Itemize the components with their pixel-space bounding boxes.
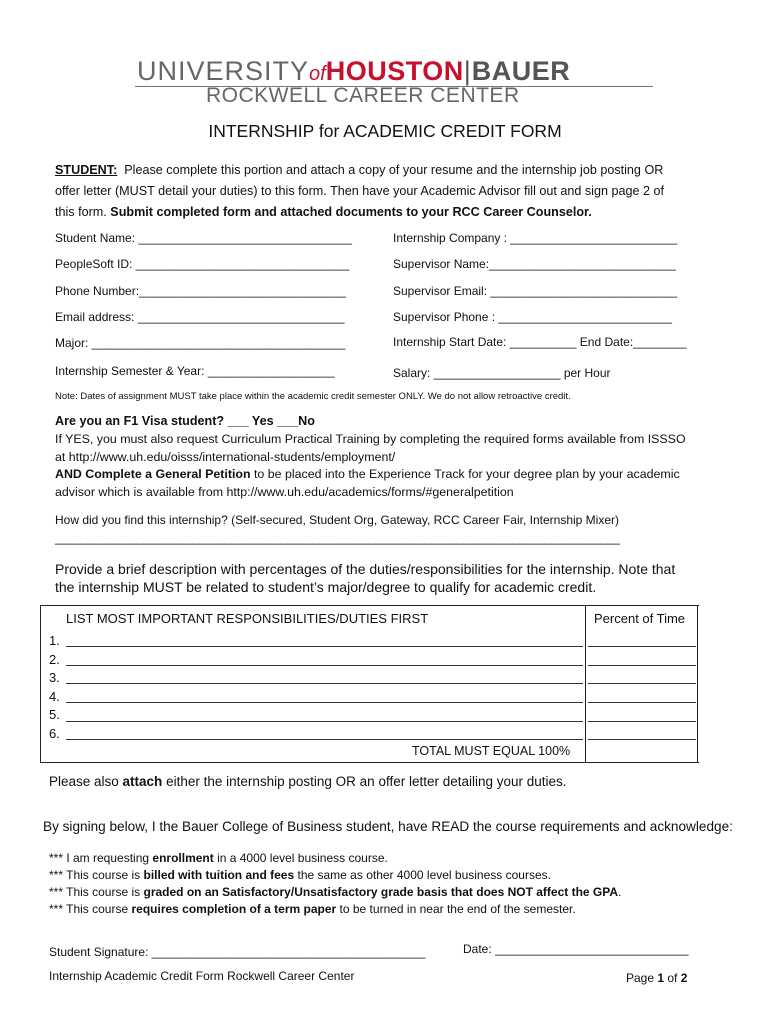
phone-number-field[interactable]: Phone Number:_______________________________: [55, 284, 346, 298]
intro-text-3: this form.: [55, 205, 111, 219]
internship-company-field[interactable]: Internship Company : _________________________: [393, 231, 678, 245]
attach-pre: Please also: [49, 774, 123, 789]
attach-post: either the internship posting OR an offer letter detailing your duties.: [162, 774, 567, 789]
find-internship-answer-line[interactable]: __________________________________________________________________________________________: [55, 531, 620, 545]
logo-career-center: ROCKWELL CAREER CENTER: [206, 84, 520, 107]
requirement-text: *** This course is: [49, 868, 144, 882]
attach-instruction: [49, 774, 567, 789]
requirement-text: .: [618, 885, 622, 899]
acknowledgement-statement: By signing below, I the Bauer College of Business student, have READ the course requirements and acknowledge:: [43, 819, 733, 834]
logo-houston: HOUSTON: [325, 56, 464, 86]
signature-date-field[interactable]: Date: _____________________________: [463, 942, 689, 956]
f1-line-3-text: to be placed into the Experience Track for your degree plan by your academic: [250, 467, 680, 481]
email-address-field[interactable]: Email address: _______________________________: [55, 310, 345, 324]
duty-input-line[interactable]: [66, 683, 583, 684]
requirement-text: *** I am requesting: [49, 851, 153, 865]
requirement-text: in a 4000 level business course.: [213, 851, 388, 865]
logo-bauer: BAUER: [471, 56, 571, 86]
logo-university: UNIVERSITY: [137, 56, 310, 86]
student-name-field[interactable]: Student Name: ________________________________: [55, 231, 352, 245]
logo-separator: |: [463, 56, 472, 86]
page-label: Page: [626, 971, 658, 985]
requirement-text: *** This course: [49, 902, 132, 916]
duty-input-line[interactable]: [66, 721, 583, 722]
intro-line-1: [55, 160, 663, 181]
duty-input-line[interactable]: [66, 665, 583, 666]
total-label: TOTAL MUST EQUAL 100%: [412, 744, 571, 758]
student-label: STUDENT:: [55, 163, 118, 177]
percent-input-line[interactable]: [588, 683, 696, 684]
intro-submit-instruction: Submit completed form and attached documents to your RCC Career Counselor.: [110, 205, 592, 219]
supervisor-phone-field[interactable]: Supervisor Phone : __________________________: [393, 310, 672, 324]
duty-row-number: 4.: [49, 688, 60, 704]
requirement-emphasis: billed with tuition and fees: [143, 868, 295, 882]
intro-line-3: [55, 202, 592, 223]
describe-line-1: Provide a brief description with percentages of the duties/responsibilities for the internship. Note that: [55, 561, 676, 577]
f1-line-3: [55, 467, 680, 481]
requirement-text: to be turned in near the end of the semester.: [336, 902, 576, 916]
internship-semester-field[interactable]: Internship Semester & Year: ___________________: [55, 364, 335, 378]
percent-input-line[interactable]: [588, 646, 696, 647]
duty-row-number: 5.: [49, 707, 60, 723]
duty-input-line[interactable]: [66, 702, 583, 703]
page-indicator: [626, 971, 687, 985]
major-field[interactable]: Major: ______________________________________: [55, 336, 346, 350]
duty-row-number: 3.: [49, 670, 60, 686]
f1-line-1: If YES, you must also request Curriculum Practical Training by completing the required forms available from ISSSO: [55, 432, 686, 446]
footer-form-name: Internship Academic Credit Form Rockwell Career Center: [49, 969, 355, 983]
university-logo: [137, 56, 570, 87]
requirement-item: [49, 850, 388, 868]
f1-line-4: advisor which is available from http://www.uh.edu/academics/forms/#generalpetition: [55, 485, 514, 499]
requirement-item: [49, 884, 621, 902]
internship-dates-field[interactable]: Internship Start Date: __________ End Date:________: [393, 335, 687, 349]
requirement-text: the same as other 4000 level business courses.: [294, 868, 551, 882]
dates-note: Note: Dates of assignment MUST take place within the academic credit semester ONLY. We do not allow retroactive credit.: [55, 391, 571, 402]
supervisor-email-field[interactable]: Supervisor Email: ____________________________: [393, 284, 678, 298]
page-number: 1: [657, 971, 665, 985]
supervisor-name-field[interactable]: Supervisor Name:____________________________: [393, 257, 676, 271]
percent-input-line[interactable]: [588, 721, 696, 722]
requirement-emphasis: requires completion of a term paper: [131, 902, 337, 916]
logo-of: of: [309, 63, 326, 85]
attach-bold: attach: [122, 774, 163, 789]
page-total: 2: [680, 971, 688, 985]
duty-row-number: 6.: [49, 725, 60, 741]
table-right-border: [697, 605, 698, 763]
percent-input-line[interactable]: [588, 665, 696, 666]
describe-line-2: the internship MUST be related to student’s major/degree to qualify for academic credit.: [55, 579, 597, 595]
requirement-emphasis: enrollment: [152, 851, 214, 865]
duty-row-number: 2.: [49, 651, 60, 667]
salary-field[interactable]: Salary: ___________________ per Hour: [393, 366, 611, 380]
find-internship-question: How did you find this internship? (Self-secured, Student Org, Gateway, RCC Career Fair, Internship Mixer): [55, 513, 620, 527]
duty-row-number: 1.: [49, 633, 60, 648]
f1-line-2: at http://www.uh.edu/oisss/international-students/employment/: [55, 450, 396, 464]
percent-input-line[interactable]: [588, 739, 696, 740]
intro-line-2: offer letter (MUST detail your duties) to this form. Then have your Academic Advisor fill out and sign page 2 of: [55, 184, 665, 198]
duty-input-line[interactable]: [66, 646, 583, 647]
intro-text-1: Please complete this portion and attach a copy of your resume and the internship job posting OR: [124, 163, 664, 177]
percent-input-line[interactable]: [588, 702, 696, 703]
duties-header: LIST MOST IMPORTANT RESPONSIBILITIES/DUTIES FIRST: [66, 611, 429, 626]
table-column-divider: [585, 605, 586, 763]
requirement-item: [49, 901, 576, 919]
duty-input-line[interactable]: [66, 739, 583, 740]
general-petition-label: AND Complete a General Petition: [55, 467, 251, 481]
percent-header: Percent of Time: [594, 611, 686, 626]
form-title: INTERNSHIP for ACADEMIC CREDIT FORM: [208, 121, 562, 141]
f1-visa-question[interactable]: Are you an F1 Visa student? ___ Yes ___No: [55, 414, 315, 428]
requirement-emphasis: graded on an Satisfactory/Unsatisfactory grade basis that does NOT affect the GPA: [143, 885, 619, 899]
page-of: of: [664, 971, 681, 985]
requirement-item: [49, 867, 551, 885]
peoplesoft-id-field[interactable]: PeopleSoft ID: ________________________________: [55, 257, 350, 271]
requirement-text: *** This course is: [49, 885, 144, 899]
student-signature-field[interactable]: Student Signature: _________________________________________: [49, 945, 426, 959]
duty-numbers: [49, 632, 60, 744]
